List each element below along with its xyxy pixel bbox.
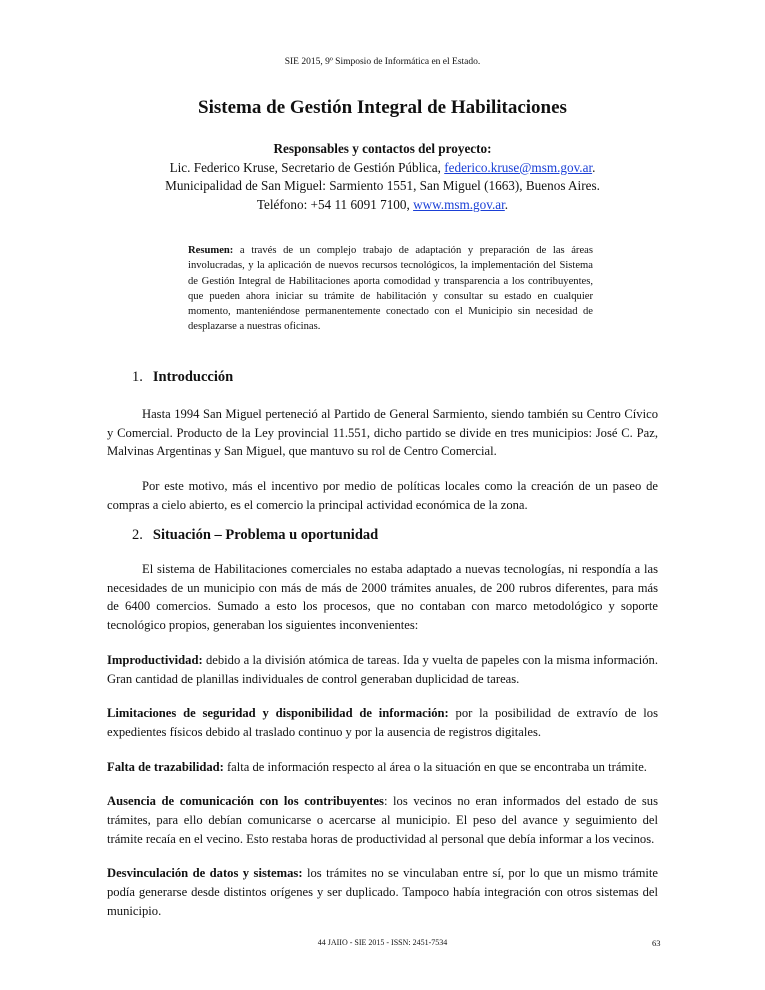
abstract-text: a través de un complejo trabajo de adaptación y preparación de las áreas involucradas, y la aplicación de nuevos recursos tecnológicos, la implementación del Sistema de Gestión Integral de Habilitaciones aporta comodidad y transparencia a los contribuyentes, que pueden ahora iniciar su trámite de habilitación y consultar su estado en cualquier momento, manteniéndose permanentemente conectado con el Municipio sin necesidad de desplazarse a nuestras oficinas.	[188, 245, 593, 333]
item-text: por la posibilidad de extravío de los expedientes físicos debido al traslado continuo y por la ausencia de registros digitales.	[107, 706, 658, 739]
abstract	[188, 243, 593, 335]
section-number: 1.	[132, 369, 143, 385]
abstract-label: Resumen:	[188, 245, 234, 256]
page-footer: 44 JAIIO - SIE 2015 - ISSN: 2451-7534	[317, 938, 448, 947]
item-term: Falta de trazabilidad:	[107, 759, 224, 774]
list-item	[107, 864, 658, 920]
item-term: Improductividad:	[107, 652, 203, 667]
contacts-phone: Teléfono: +54 11 6091 7100,	[256, 196, 414, 212]
list-item	[107, 792, 658, 848]
contacts-line-1	[0, 159, 765, 178]
list-item	[107, 758, 658, 777]
email-link[interactable]: federico.kruse@msm.gov.ar	[444, 159, 593, 175]
item-text: los trámites no se vinculaban entre sí, por lo que un mismo trámite podía generarse desde distintos orígenes y ser duplicado. Tampoco había integración con otros sistemas del municipio.	[107, 866, 658, 918]
list-item	[107, 651, 658, 688]
item-text: falta de información respecto al área o la situación en que se encontraba un trámite.	[223, 759, 647, 774]
contacts-line-1-end: .	[592, 159, 596, 175]
contacts-heading: Responsables y contactos del proyecto:	[273, 141, 492, 156]
website-link[interactable]: www.msm.gov.ar	[413, 196, 505, 212]
contacts-line-3-end: .	[504, 196, 509, 212]
item-text: debido a la división atómica de tareas. Ida y vuelta de papeles con la misma información. Gran cantidad de planillas individuales de control generaban duplicidad de tareas.	[107, 652, 658, 686]
item-term: Ausencia de comunicación con los contribuyentes	[107, 794, 384, 809]
paragraph: El sistema de Habilitaciones comerciales no estaba adaptado a nuevas tecnologías, ni respondía a las necesidades de un municipio con más de más de 2000 trámites anuales, de 200 rubros diferentes, para más de 6400 comercios. Sumado a esto los procesos, que no contaban con marco metodológico y soporte tecnológico propios, generaban los siguientes inconvenientes:	[107, 562, 658, 633]
section-body-introduccion	[107, 405, 658, 515]
item-text: : los vecinos no eran informados del estado de sus trámites, para ello debían comunicarse o acercarse al municipio. El peso del avance y seguimiento del trámite recaía en el vecino. Esto restaba horas de productividad al personal que debía informar a los vecinos.	[107, 794, 658, 846]
contacts-name: Lic. Federico Kruse, Secretario de Gestión Pública,	[169, 159, 445, 175]
contacts-line-2: Municipalidad de San Miguel: Sarmiento 1551, San Miguel (1663), Buenos Aires.	[165, 178, 600, 193]
item-term: Desvinculación de datos y sistemas:	[107, 866, 303, 881]
list-item	[107, 704, 658, 741]
paragraph: Por este motivo, más el incentivo por medio de políticas locales como la creación de un paseo de compras a cielo abierto, es el comercio la principal actividad económica de la zona.	[107, 479, 658, 512]
section-body-situacion	[107, 560, 658, 921]
section-heading-situacion	[132, 527, 378, 544]
section-title: Introducción	[152, 369, 234, 385]
running-header: SIE 2015, 9º Simposio de Informática en el Estado.	[284, 57, 481, 67]
paper-title: Sistema de Gestión Integral de Habilitaciones	[198, 97, 567, 118]
contacts-line-3	[0, 196, 765, 215]
section-heading-introduccion	[132, 369, 233, 386]
section-title: Situación – Problema u oportunidad	[152, 527, 379, 543]
contacts-block	[0, 140, 765, 214]
section-number: 2.	[132, 527, 143, 543]
page-number: 63	[652, 938, 661, 948]
item-term: Limitaciones de seguridad y disponibilidad de información:	[107, 706, 449, 721]
paragraph: Hasta 1994 San Miguel perteneció al Partido de General Sarmiento, siendo también su Centro Cívico y Comercial. Producto de la Ley provincial 11.551, dicho partido se divide en tres municipios: José C. Paz, Malvinas Argentinas y San Miguel, que mantuvo su rol de Centro Comercial.	[107, 407, 658, 459]
